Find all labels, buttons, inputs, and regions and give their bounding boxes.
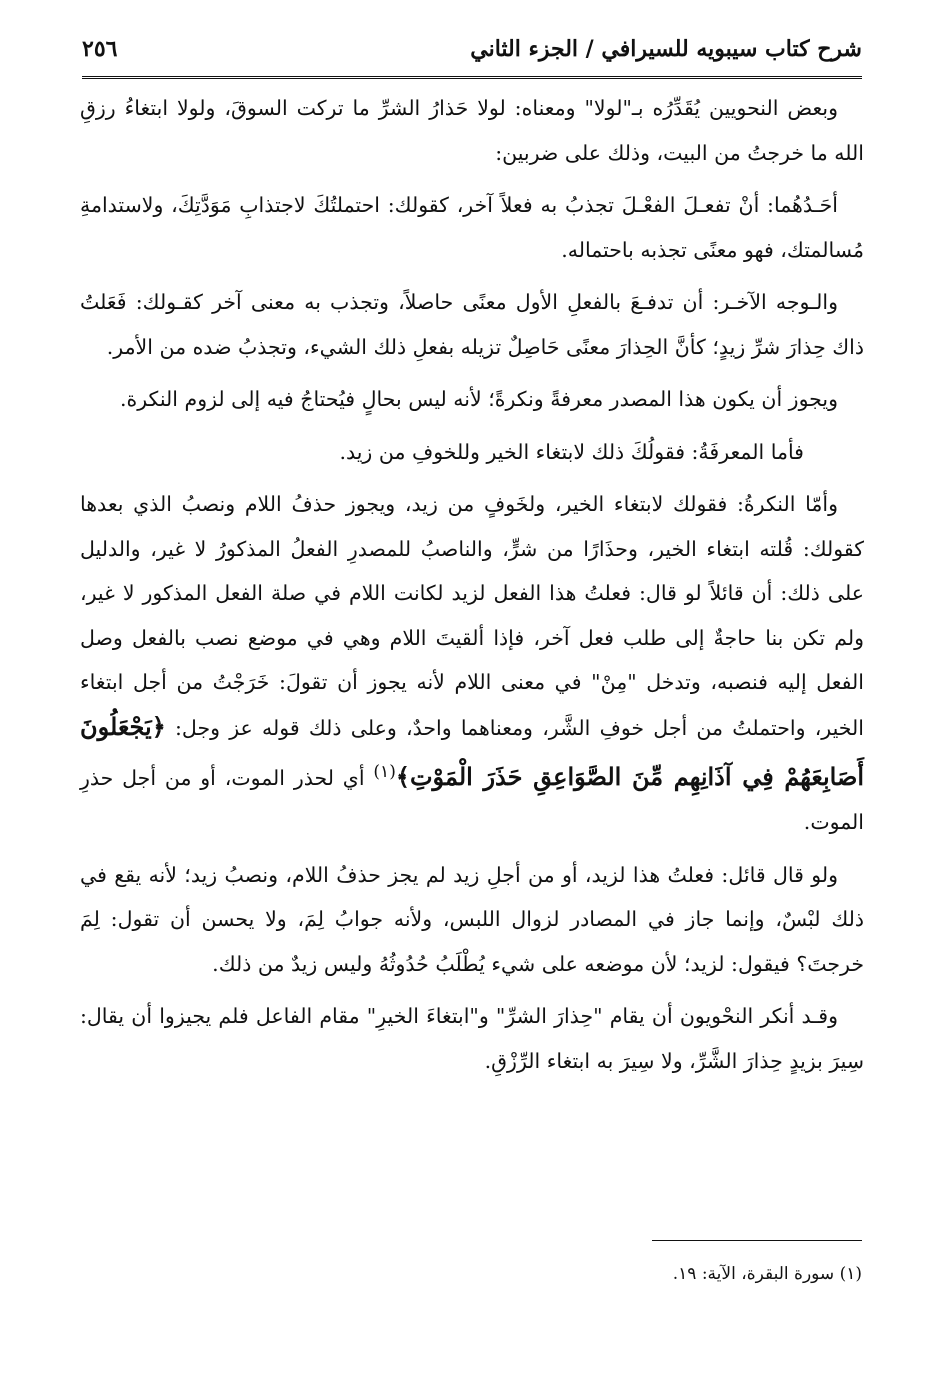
running-title: شرح كتاب سيبويه للسيرافي / الجزء الثاني xyxy=(470,36,862,62)
paragraph: ويجوز أن يكون هذا المصدر معرفةً ونكرةً؛ لأنه ليس بحالٍ فيُحتاجُ فيه إلى لزوم النكرة. xyxy=(119,387,838,411)
footnote: (١) سورة البقرة، الآية: ١٩. xyxy=(672,1264,862,1284)
footnote-rule xyxy=(652,1240,862,1241)
paragraph: وبعض النحويين يُقَدِّرُه بـ"لولا" ومعناه: لولا حَذارُ الشرِّ ما تركت السوقَ، ولولا ابتغاءُ رزقِ الله ما خرجتُ من البيت، وذلك على ضربين: xyxy=(80,96,864,165)
page-header xyxy=(82,24,862,74)
quran-quote: ﴿يَجْعَلُونَ أَصَابِعَهُمْ فِي آذَانِهِم مِّنَ الصَّوَاعِقِ حَذَرَ الْمَوْتِ﴾ xyxy=(80,711,864,791)
paragraph: وقـد أنكر النحْويون أن يقام "حِذارَ الشرِّ" و"ابتغاءَ الخيرِ" مقام الفاعل فلم يجيزوا أن يقال: سِيرَ بزيدٍ حِذارَ الشَّرِّ، ولا سِيرَ به ابتغاء الرِّزْقِ. xyxy=(80,1004,864,1073)
header-rule xyxy=(82,76,862,79)
paragraph: أحَـدُهُما: أنْ تفعـلَ الفعْـلَ تجذبُ به فعلاً آخر، كقولك: احتملتُكَ لاجتذابِ مَوَدَّتِكَ، ولاستدامةِ مُسالمتك، فهو معنًى تجذبه باحتماله. xyxy=(80,193,864,262)
main-text xyxy=(80,86,864,1091)
quote-explanation: أي لحذر الموت، أو من أجل حذرِ الموت. xyxy=(80,765,864,835)
page-number: ٢٥٦ xyxy=(82,36,118,62)
paragraph: فأما المعرفَةُ: فقولُكَ ذلك لابتغاء الخير وللخوفِ من زيد. xyxy=(339,439,804,464)
paragraph-text: وأمّا النكرةُ: فقولك لابتغاء الخير، ولخَوفٍ من زيد، ويجوز حذفُ اللام ونصبُ الذي بعدها كقولك: قُلته ابتغاء الخير، وحذَارًا من شرٍّ، والناصبُ للمصدرِ الفعلُ المذكورُ لا غير، والدليل على ذلك: أن قائلاً لو قال: فعلتُ هذا الفعل لزيد لكانت اللام في صلة الفعل المذكور لا غير، ولم تكن بنا حاجةٌ إلى طلب فعل آخر، فإذا ألقيتَ اللام وهي في موضع نصب بالفعل وصل الفعل إليه فنصبه، وتدخل "مِنْ" في معنى اللام لأنه يجوز أن تقولَ: خَرَجْتُ من أجل ابتغاء الخير، واحتملتُ من أجل خوفِ الشَّر، ومعناهما واحدٌ، وعلى ذلك قوله عز وجل: xyxy=(80,492,864,740)
footnote-marker: (١) xyxy=(373,762,396,782)
paragraph: ولو قال قائل: فعلتُ هذا لزيد، أو من أجلِ زيد لم يجز حذفُ اللام، ونصبُ زيد؛ لأنه يقع في ذلك لبْسٌ، وإنما جاز في المصادر لزوال اللبس، ولأنه جوابُ لِمَ، ولا يحسن أن تقول: لِمَ خرجتَ؟ فيقول: لزيد؛ لأن موضعه على شيء يُطْلَبُ حُدُوثُهُ وليس زيدٌ من ذلك. xyxy=(80,862,864,976)
paragraph: والـوجه الآخـر: أن تدفـعَ بالفعلِ الأول معنًى حاصلاً، وتجذب به معنى آخر كقـولك: فَعَلتُ ذاك حِذارَ شرِّ زيدٍ؛ كأنَّ الحِذارَ معنًى حَاصِلٌ تزيله بفعلِ ذلك الشيء، وتجذبُ ضده من الأمر. xyxy=(80,290,864,359)
paragraph-with-quran xyxy=(80,482,864,845)
